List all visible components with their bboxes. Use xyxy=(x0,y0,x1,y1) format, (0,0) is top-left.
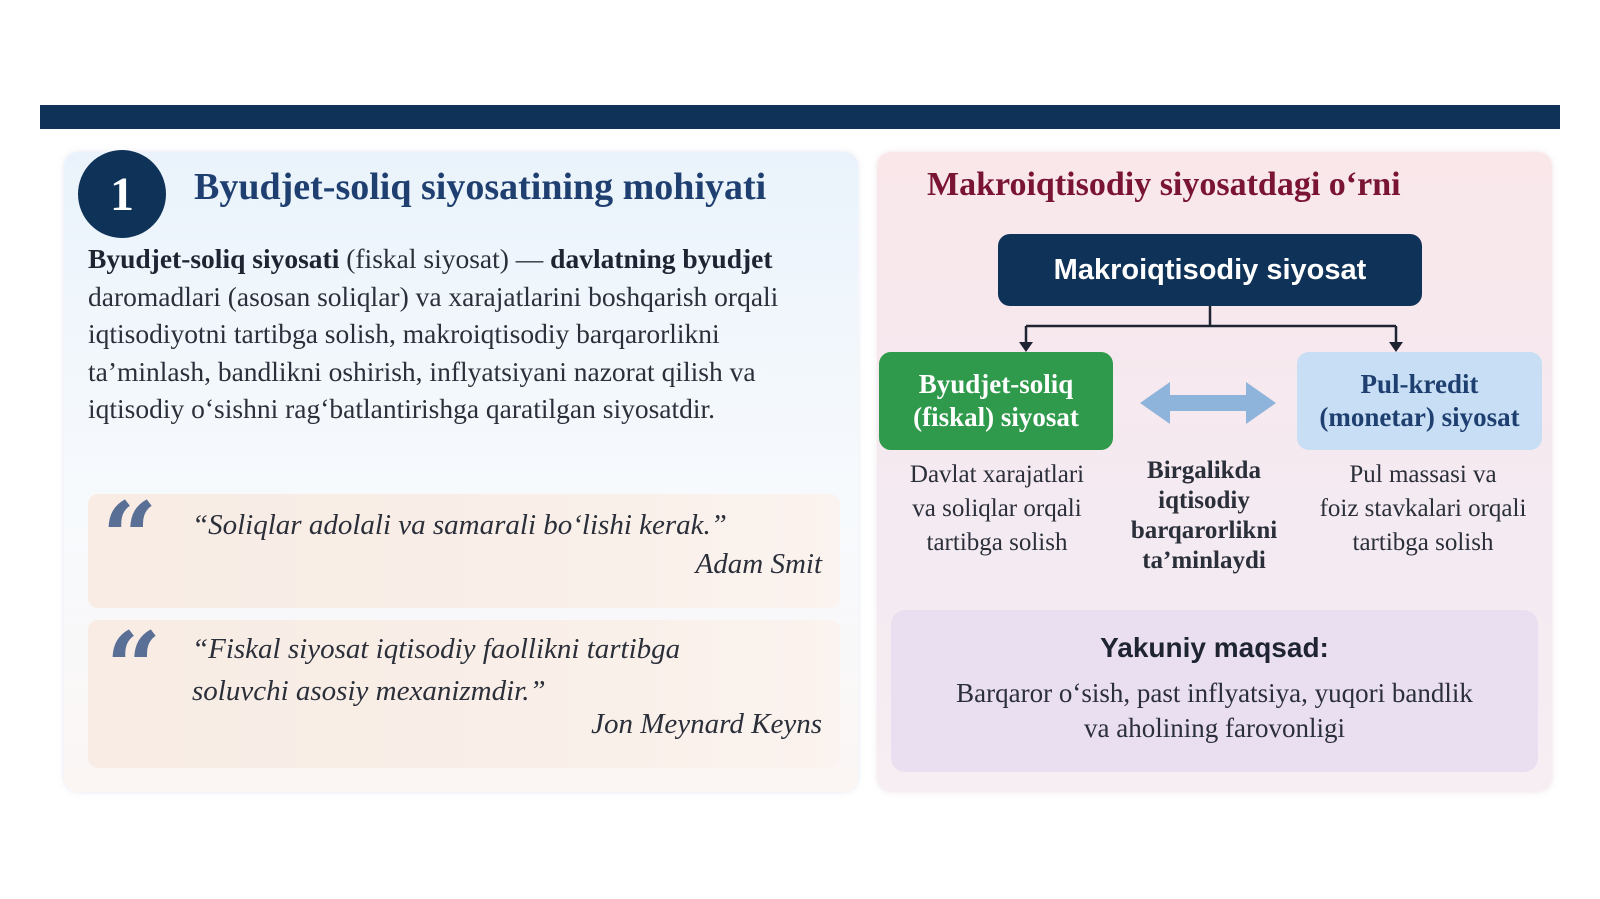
node-macroeconomic-policy: Makroiqtisodiy siyosat xyxy=(998,234,1422,306)
quote-author: Jon Meynard Keyns xyxy=(591,708,822,740)
node-monetary-policy xyxy=(1297,352,1542,450)
arrowhead-left-icon xyxy=(1019,342,1033,352)
desc-line: tartibga solish xyxy=(926,529,1068,556)
node-monetar-line2: (monetar) siyosat xyxy=(1319,402,1520,432)
final-goal-title: Yakuniy maqsad: xyxy=(1100,632,1329,663)
desc-line: iqtisodiy xyxy=(1158,487,1250,514)
section-number-badge: 1 xyxy=(78,150,166,238)
node-fiscal-policy xyxy=(879,352,1113,450)
desc-line: Davlat xarajatlari xyxy=(909,461,1085,488)
node-fiscal-line2: (fiskal) siyosat xyxy=(913,402,1079,432)
desc-line: barqarorlikni xyxy=(1130,517,1278,544)
goal-line: Barqaror o‘sish, past inflyatsiya, yuqori bandlik xyxy=(956,678,1473,708)
desc-line: Birgalikda xyxy=(1147,457,1261,484)
desc-line: Pul massasi va xyxy=(1349,461,1497,488)
quote-text: “Soliqlar adolali va samarali bo‘lishi kerak.” xyxy=(192,509,727,541)
quote-mark-icon: “ xyxy=(106,611,162,724)
goal-line: va aholining farovonligi xyxy=(1084,713,1345,743)
fiscal-description xyxy=(884,458,1110,560)
desc-line: va soliqlar orqali xyxy=(912,495,1082,522)
quote-mark-icon: “ xyxy=(102,481,158,594)
right-panel-title: Makroiqtisodiy siyosatdagi o‘rni xyxy=(927,166,1401,203)
definition-paren: (fiskal siyosat) — xyxy=(339,243,551,274)
definition-term: Byudjet-soliq siyosati xyxy=(88,243,340,274)
double-arrow-icon xyxy=(1140,382,1276,424)
desc-line: ta’minlaydi xyxy=(1142,547,1266,574)
tree-connector-lines xyxy=(1026,306,1396,344)
desc-line: foiz stavkalari orqali xyxy=(1319,495,1527,522)
joint-description xyxy=(1118,456,1290,576)
definition-rest: daromadlari (asosan soliqlar) va xarajatlarini boshqarish orqali iqtisodiyotni tartibga solish, makroiqtisodiy barqarorlikni ta’minlash, bandlikni oshirish, inflyatsiyani nazorat qilish va iqtisodiy o‘sishni rag‘batlantirishga qaratilgan siyosatdir. xyxy=(88,280,779,424)
node-fiscal-line1: Byudjet-soliq xyxy=(918,369,1074,399)
quote-text-line1: “Fiskal siyosat iqtisodiy faollikni tartibga xyxy=(192,633,681,665)
monetary-description xyxy=(1300,458,1546,560)
final-goal-text xyxy=(891,676,1538,746)
final-goal-box xyxy=(891,610,1538,772)
definition-bold: davlatning byudjet xyxy=(550,243,773,274)
quote-text-line2: soluvchi asosiy mexanizmdir.” xyxy=(192,675,546,707)
arrowhead-right-icon xyxy=(1389,342,1403,352)
section-title: Byudjet-soliq siyosatining mohiyati xyxy=(194,166,767,208)
desc-line: tartibga solish xyxy=(1352,529,1494,556)
node-monetar-line1: Pul-kredit xyxy=(1360,369,1479,399)
quote-author: Adam Smit xyxy=(695,548,822,580)
